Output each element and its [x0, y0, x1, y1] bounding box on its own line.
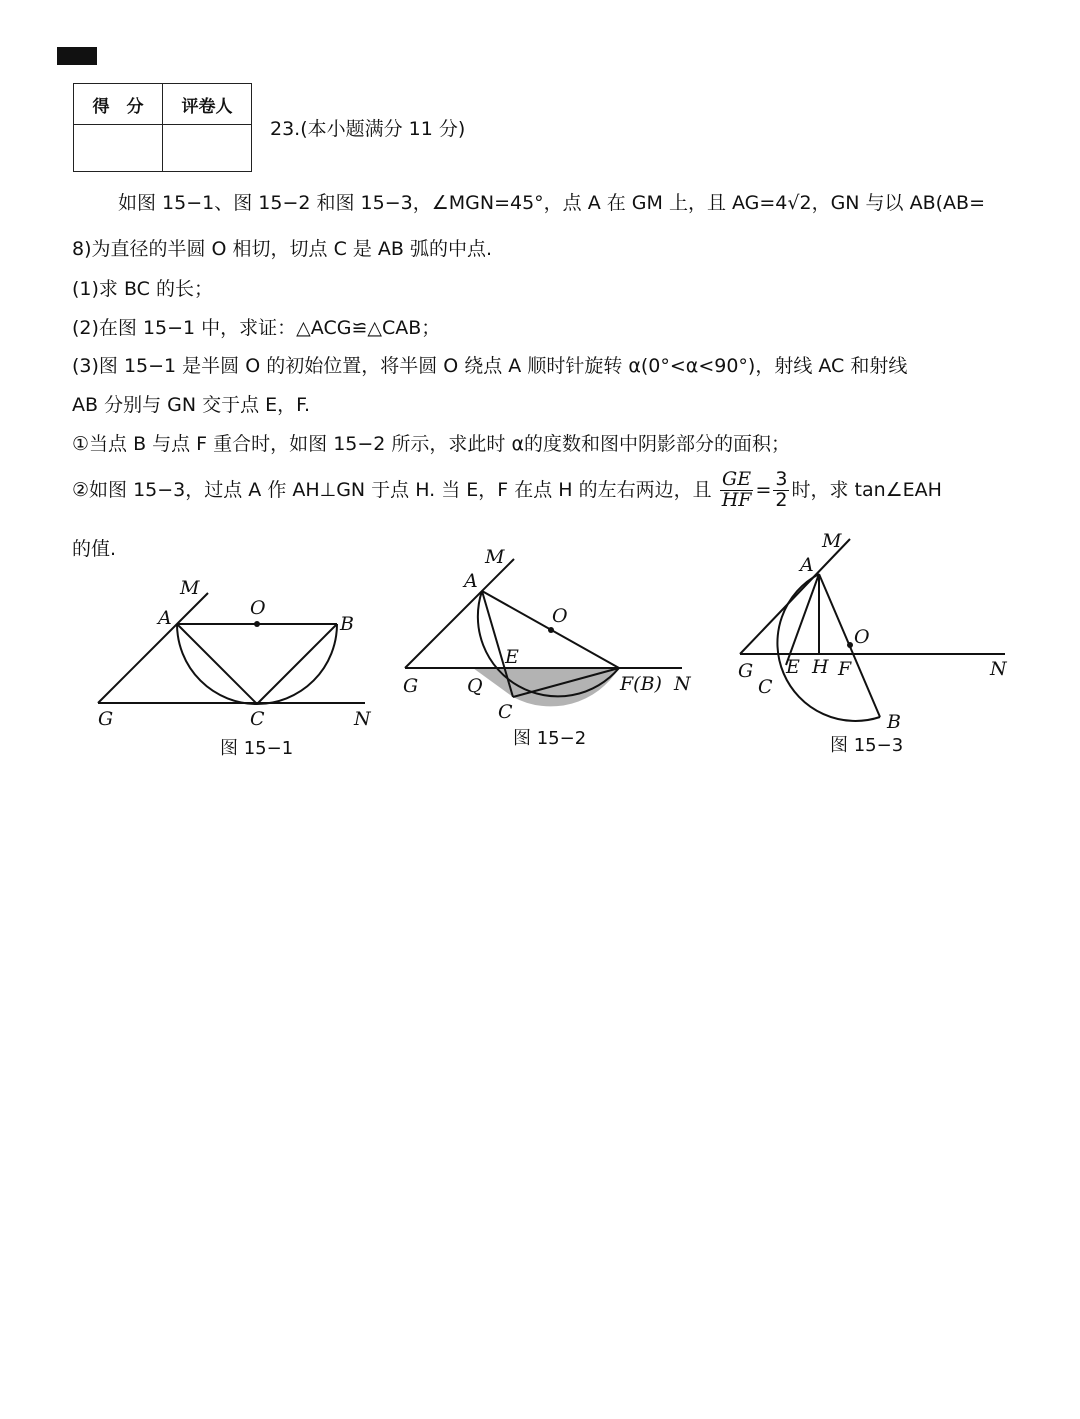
caption-15-3: 图 15−3 [830, 735, 904, 756]
label-c: C [498, 701, 513, 723]
corner-black-mark [57, 47, 97, 65]
label-c: C [758, 676, 773, 698]
label-m: M [822, 530, 842, 552]
ratio-numerator: GE [720, 470, 754, 491]
label-b: B [887, 711, 901, 733]
score-table [73, 83, 252, 172]
ray-gm [740, 539, 850, 654]
sub-question-2 [72, 470, 942, 511]
label-g: G [403, 675, 419, 697]
label-g: G [738, 660, 754, 682]
caption-15-1: 图 15−1 [220, 738, 294, 759]
label-o: O [854, 626, 870, 648]
part-1: (1)求 BC 的长； [72, 278, 213, 300]
label-c: C [250, 708, 265, 730]
label-q: Q [467, 675, 483, 697]
figure-15-3 [730, 525, 1030, 760]
score-cell [74, 125, 163, 172]
equals-sign: = [755, 478, 772, 501]
sub-question-2-end: 的值. [72, 538, 117, 560]
score-header: 得 分 [74, 84, 163, 125]
chord-ac [177, 624, 257, 704]
center-o [254, 621, 260, 627]
label-m: M [485, 546, 505, 568]
sub-question-2-tail: 时，求 tan∠EAH [791, 478, 942, 501]
label-o: O [250, 597, 266, 619]
ray-gm [98, 593, 208, 703]
ratio-fraction [720, 470, 754, 511]
sub-question-2-text: ②如图 15−3，过点 A 作 AH⊥GN 于点 H. 当 E，F 在点 H 的左右两边，且 [72, 478, 712, 501]
label-o: O [552, 605, 568, 627]
grader-cell [163, 125, 252, 172]
center-o [847, 642, 853, 648]
grader-header: 评卷人 [163, 84, 252, 125]
ratio-denominator: HF [721, 488, 752, 511]
sub-question-1: ①当点 B 与点 F 重合时，如图 15−2 所示，求此时 α的度数和图中阴影部分的面积； [72, 433, 790, 455]
semicircle [177, 624, 337, 704]
caption-15-2: 图 15−2 [513, 728, 587, 749]
label-f: F [838, 658, 852, 680]
value-fraction [773, 470, 789, 511]
value-numerator: 3 [775, 468, 788, 490]
center-o [548, 627, 554, 633]
question-title: 23.(本小题满分 11 分) [270, 118, 466, 140]
label-e: E [786, 656, 800, 678]
label-e: E [505, 646, 519, 668]
label-fb: F(B) [620, 673, 662, 695]
question-line-2: 8)为直径的半圆 O 相切，切点 C 是 AB 弧的中点. [72, 238, 493, 260]
label-g: G [98, 708, 114, 730]
ray-gm [405, 559, 514, 668]
figure-15-2 [400, 540, 720, 755]
chord-bc [257, 624, 337, 704]
label-n: N [990, 658, 1007, 680]
label-h: H [812, 656, 829, 678]
part-2: (2)在图 15−1 中，求证：△ACG≌△CAB； [72, 317, 441, 339]
label-a: A [158, 607, 172, 629]
label-a: A [800, 554, 814, 576]
label-n: N [354, 708, 371, 730]
question-line-1: 如图 15−1、图 15−2 和图 15−3，∠MGN=45°，点 A 在 GM 上，且 AG=4√2，GN 与以 AB(AB= [118, 192, 985, 214]
part-3-line-1: (3)图 15−1 是半圆 O 的初始位置，将半圆 O 绕点 A 顺时针旋转 α(0°<α<90°)，射线 AC 和射线 [72, 355, 908, 377]
label-m: M [180, 577, 200, 599]
label-n: N [674, 673, 691, 695]
value-denominator: 2 [775, 488, 788, 511]
part-3-line-2: AB 分别与 GN 交于点 E，F. [72, 394, 311, 416]
label-b: B [340, 613, 354, 635]
label-a: A [464, 570, 478, 592]
figure-15-1 [80, 570, 400, 770]
